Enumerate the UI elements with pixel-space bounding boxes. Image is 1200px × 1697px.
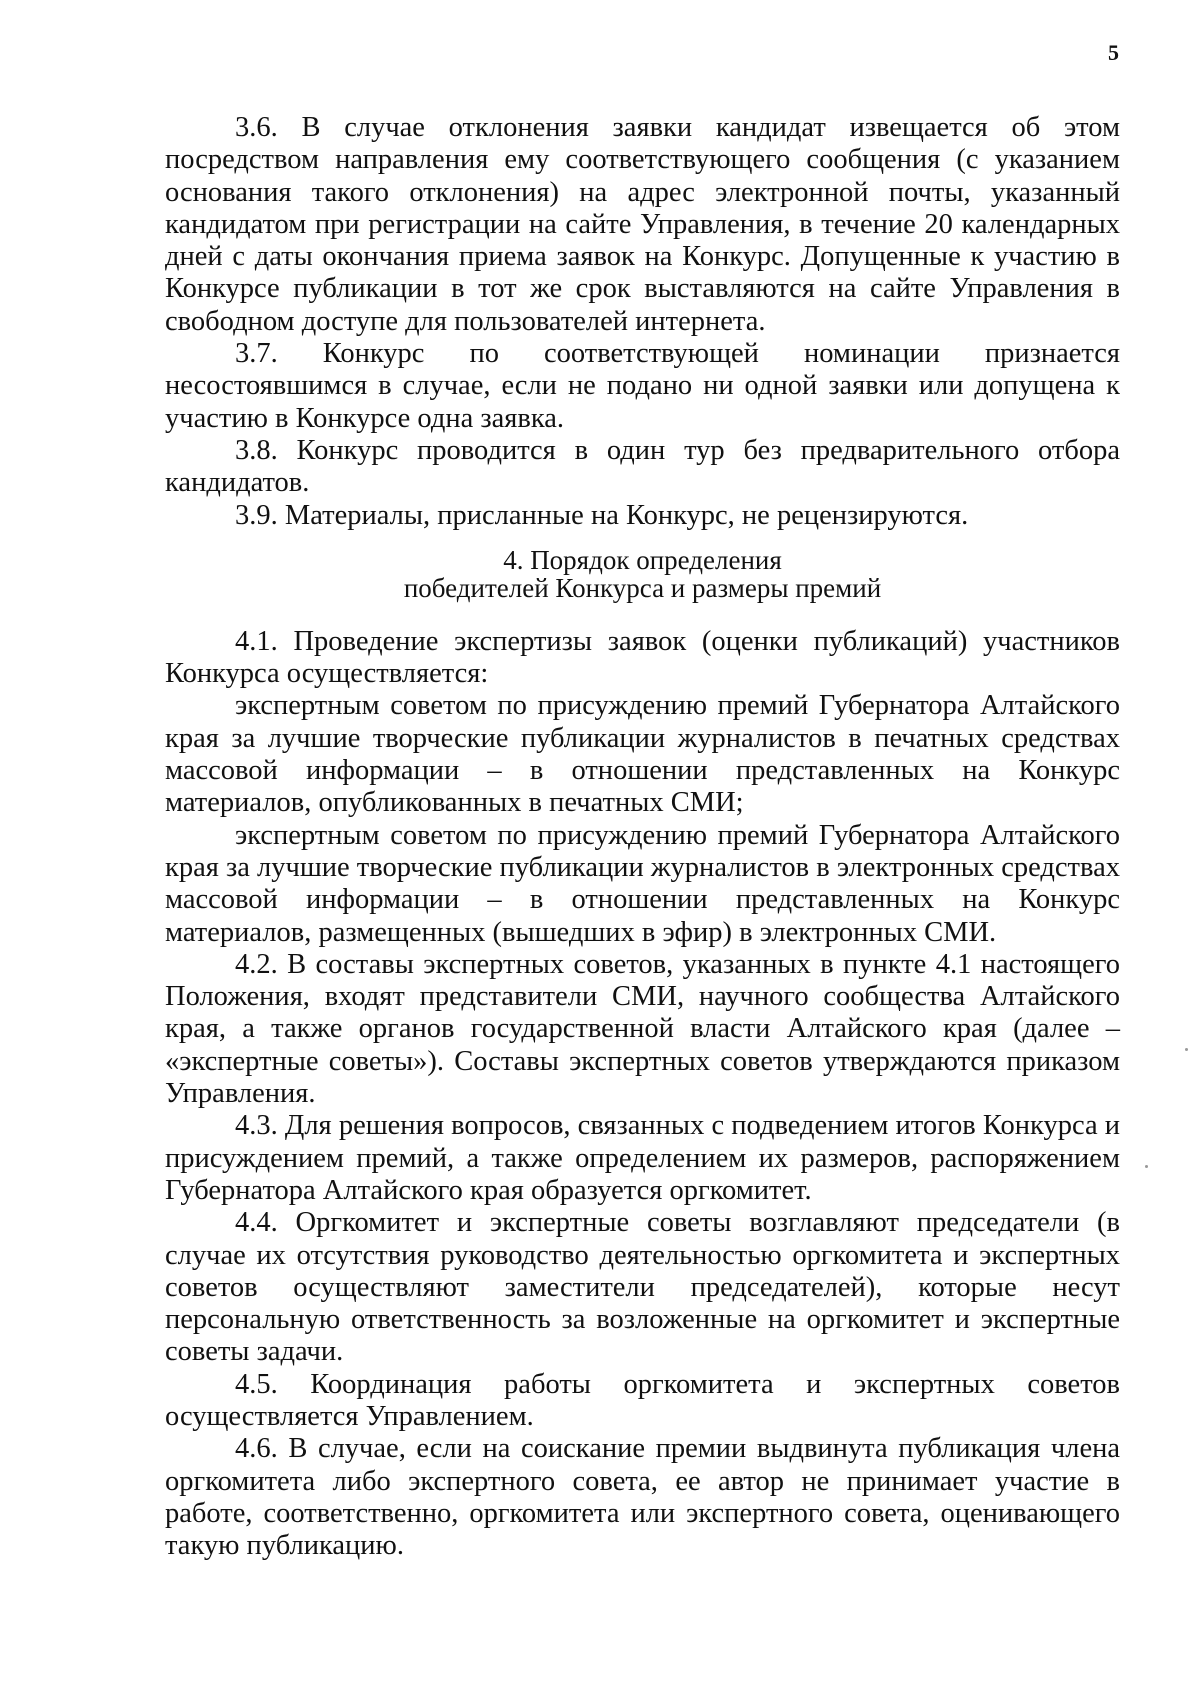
paragraph-4-2: 4.2. В составы экспертных советов, указанных в пункте 4.1 настоящего Положения, входят представители СМИ, научного сообщества Алтайского края, а также органов государственной власти Алтайского края (далее – «экспертные советы»). Составы экспертных советов утверждаются приказом Управления. <box>165 948 1120 1110</box>
paragraph-3-6: 3.6. В случае отклонения заявки кандидат извещается об этом посредством направления ему соответствующего сообщения (с указанием основания такого отклонения) на адрес электронной почты, указанный кандидатом при регистрации на сайте Управления, в течение 20 календарных дней с даты окончания приема заявок на Конкурс. Допущенные к участию в Конкурсе публикации в тот же срок выставляются на сайте Управления в свободном доступе для пользователей интернета. <box>165 112 1120 337</box>
paragraph-3-7: 3.7. Конкурс по соответствующей номинации признается несостоявшимся в случае, если не подано ни одной заявки или допущена к участию в Конкурсе одна заявка. <box>165 338 1120 434</box>
paragraph-4-6: 4.6. В случае, если на соискание премии выдвинута публикация члена оргкомитета либо экспертного совета, ее автор не принимает участие в работе, соответственно, оргкомитета или экспертного совета, оценивающего такую публикацию. <box>165 1433 1120 1562</box>
paragraph-4-1: 4.1. Проведение экспертизы заявок (оценки публикаций) участников Конкурса осуществляется: <box>165 625 1120 690</box>
scan-speck <box>1185 1048 1188 1051</box>
paragraph-4-1-print-council: экспертным советом по присуждению премий Губернатора Алтайского края за лучшие творческие публикации журналистов в печатных средствах массовой информации – в отношении представленных на Конкурс материалов, опубликованных в печатных СМИ; <box>165 690 1120 819</box>
page-number: 5 <box>1108 40 1119 65</box>
paragraph-4-5: 4.5. Координация работы оргкомитета и экспертных советов осуществляется Управлением. <box>165 1368 1120 1432</box>
scan-speck <box>1145 1165 1148 1168</box>
paragraph-4-3: 4.3. Для решения вопросов, связанных с подведением итогов Конкурса и присуждением премий, а также определением их размеров, распоряжением Губернатора Алтайского края образуется оргкомитет. <box>165 1110 1120 1206</box>
document-body <box>165 112 1120 1562</box>
section-4-heading-line2: победителей Конкурса и размеры премий <box>403 572 882 603</box>
paragraph-3-9: 3.9. Материалы, присланные на Конкурс, не рецензируются. <box>235 499 969 531</box>
paragraph-4-4: 4.4. Оргкомитет и экспертные советы возглавляют председатели (в случае их отсутствия руководство деятельностью оргкомитета и экспертных советов осуществляют заместители председателей), которые несут персональную ответственность за возложенные на оргкомитет и экспертные советы задачи. <box>165 1207 1120 1368</box>
section-4-heading <box>165 546 1120 602</box>
section-4-heading-line1: 4. Порядок определения <box>503 544 782 575</box>
paragraph-3-8: 3.8. Конкурс проводится в один тур без предварительного отбора кандидатов. <box>165 434 1120 499</box>
paragraph-4-1-electronic-council: экспертным советом по присуждению премий Губернатора Алтайского края за лучшие творческие публикации журналистов в электронных средствах массовой информации – в отношении представленных на Конкурс материалов, размещенных (вышедших в эфир) в электронных СМИ. <box>165 819 1120 948</box>
